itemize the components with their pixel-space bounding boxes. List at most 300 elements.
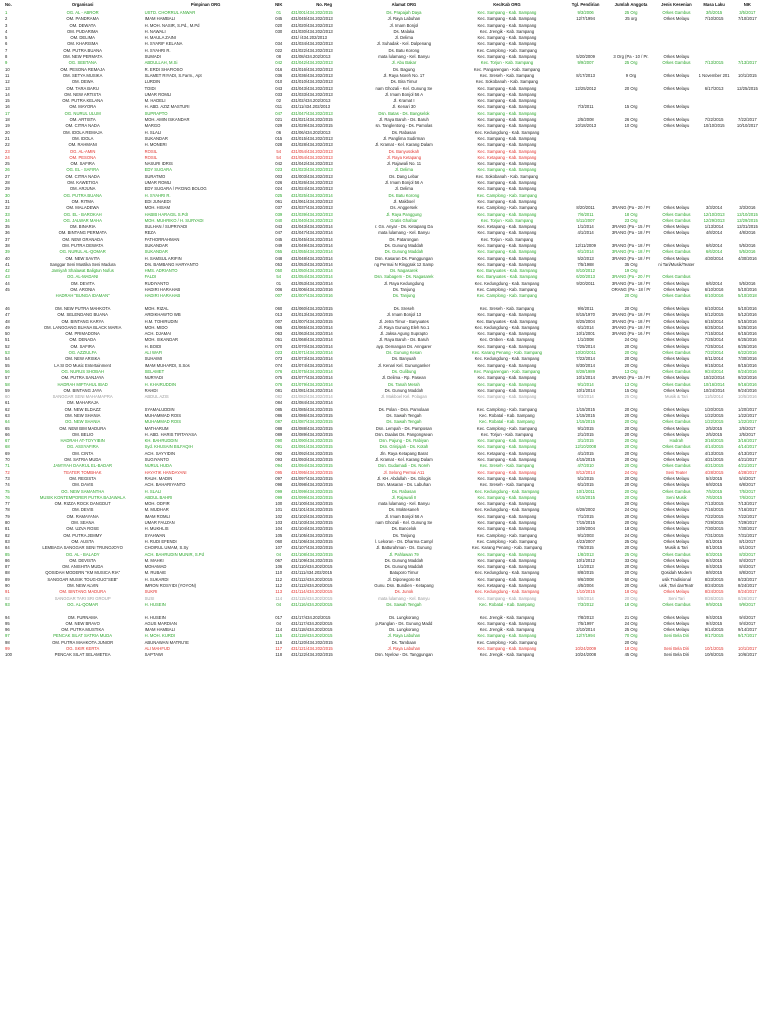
cell-no-reg: 431/097/434.202/2015 bbox=[290, 475, 333, 481]
cell-jenis-kesenian: Orkes Melayu bbox=[663, 337, 690, 343]
cell-pimpinan: M. MAHKI bbox=[144, 557, 164, 563]
cell-jenis-kesenian: Seni Teater bbox=[665, 469, 687, 475]
cell-no: 52 bbox=[5, 343, 10, 349]
cell-alamat: Ds. Dang Lebar bbox=[389, 173, 419, 179]
cell-no: 64 bbox=[5, 419, 10, 425]
cell-alamat: Ds. Tanjung bbox=[392, 293, 415, 299]
cell-jenis-kesenian: Orkes Melayu bbox=[663, 375, 690, 381]
cell-jumlah-anggota: 18 Org bbox=[624, 601, 638, 607]
cell-organisasi: OM. PUDARIMA bbox=[67, 28, 99, 34]
cell-organisasi: OM. DELIMA bbox=[70, 35, 95, 41]
cell-kec-kab: Kec. Sampang - Kab. Sampang bbox=[477, 557, 537, 563]
cell-organisasi: MUSIK KONTEMPORER PUTRA BAJAWALA bbox=[39, 494, 126, 500]
cell-tgl-pendirian: 9/1/2014 bbox=[577, 381, 594, 387]
cell-jenis-kesenian: Seni Bela Diri bbox=[663, 633, 690, 639]
cell-organisasi: OM. DEVIS bbox=[71, 507, 94, 513]
cell-jenis-kesenian: Orkes Melayu bbox=[663, 431, 690, 437]
cell-alamat: ng Permai N Ringgrak 12 Samp bbox=[374, 261, 434, 267]
cell-nik-2: 5/25/2016 bbox=[738, 324, 757, 330]
cell-nik-2: 6/25/2016 bbox=[738, 337, 757, 343]
cell-jenis-kesenian: Orkes Gambus bbox=[662, 10, 691, 15]
cell-pimpinan: M. MUDHAR bbox=[144, 507, 169, 513]
cell-tgl-pendirian: 10/18/2013 bbox=[575, 123, 597, 129]
cell-pimpinan: EDI JUNAEDI bbox=[144, 198, 171, 204]
cell-tgl-pendirian: 4/5/2004 bbox=[577, 583, 594, 589]
cell-nik-2: 10/6/2017 bbox=[738, 652, 757, 658]
cell-organisasi: OG. EL - BAROKAH bbox=[63, 211, 102, 217]
cell-jenis-kesenian: Orkes Melayu bbox=[663, 526, 690, 532]
cell-no: 84 bbox=[5, 545, 10, 551]
cell-nik-2: 5/4/2017 bbox=[739, 475, 756, 481]
cell-pimpinan: H. KHAIRUDDIN bbox=[144, 381, 176, 387]
cell-pimpinan: H. SYARIF KELANA bbox=[144, 41, 183, 47]
cell-no-reg: 431/007/434.202/2016 bbox=[290, 293, 333, 299]
cell-nik-2: 9/9/2017 bbox=[739, 601, 756, 607]
cell-nik: 097 bbox=[275, 475, 283, 481]
cell-no: 82 bbox=[5, 532, 10, 538]
cell-masa-laku: 4/13/2015 bbox=[704, 450, 724, 456]
cell-masa-laku: 6/10/2014 bbox=[704, 305, 724, 311]
cell-nik: 007 bbox=[275, 293, 283, 299]
cell-jumlah-anggota: 3RANG (Pa - 18 / Pr bbox=[611, 318, 651, 324]
cell-nik-2: 8/24/2017 bbox=[738, 583, 757, 589]
cell-nik: 045 bbox=[275, 16, 283, 22]
cell-no-reg: 431/121/434.202/2015 bbox=[290, 645, 333, 651]
cell-organisasi: OM. ARTISTA bbox=[69, 117, 96, 123]
cell-no-reg: 431/053/434.202/2014 bbox=[290, 280, 333, 286]
cell-jumlah-anggota: 3RANG (Pa - 18 / Pr bbox=[611, 255, 651, 261]
cell-no-reg: 431/090/434.202/2015 bbox=[290, 438, 333, 444]
cell-masa-laku: 5/12/2015 bbox=[704, 312, 724, 318]
cell-no: 45 bbox=[5, 287, 10, 293]
cell-no-reg: 431/102/434.202/2015 bbox=[290, 513, 333, 519]
cell-kec-kab: Kec. Camplong - Kab. Sampang bbox=[476, 287, 537, 293]
cell-masa-laku: 7/30/2015 bbox=[704, 526, 724, 532]
cell-nik: 084 bbox=[275, 400, 283, 406]
cell-kec-kab: Kec. Sampang - Kab. Sampang bbox=[477, 312, 537, 318]
cell-kec-kab: Kec. Sampang - Kab. Sampang bbox=[477, 123, 537, 129]
cell-masa-laku: 6/25/2014 bbox=[704, 324, 724, 330]
cell-alamat: Ds. Bira Timur bbox=[390, 79, 418, 85]
cell-kec-kab: Kec. Sampang - Kab. Sampang bbox=[477, 91, 537, 97]
cell-nik: 101 bbox=[275, 507, 283, 513]
cell-organisasi: OM. NEW PUTRA MAHKOTA bbox=[54, 305, 111, 311]
cell-organisasi: OM. REGISTA bbox=[69, 475, 97, 481]
cell-nik-2: 12/10/2015 bbox=[736, 211, 758, 217]
cell-jumlah-anggota: 3RANG (Pa - 18 / Pr bbox=[611, 280, 651, 286]
cell-no: 93 bbox=[5, 601, 10, 607]
cell-organisasi: OM. PUTRA SANJAYA bbox=[61, 375, 104, 381]
cell-jumlah-anggota: 18 Org bbox=[624, 526, 638, 532]
cell-no-reg: 431/082/434.202/2014 bbox=[290, 394, 333, 400]
cell-pimpinan: IMAM HAMBALI bbox=[144, 16, 176, 22]
cell-organisasi: OM. NEW ALVIN bbox=[66, 583, 99, 589]
cell-tgl-pendirian: 4/7/2010 bbox=[577, 463, 594, 469]
cell-organisasi: OM. RITMA bbox=[71, 198, 94, 204]
cell-no-reg: 431/11/434.202/2013 bbox=[290, 104, 331, 110]
cell-masa-laku: 6/10/2016 bbox=[704, 287, 724, 293]
cell-no: 10 bbox=[5, 66, 10, 72]
cell-no-reg: 431/120/434.202/2015 bbox=[290, 639, 333, 645]
cell-pimpinan: H. MOH. NASIR, S.Pd., M.Pd bbox=[144, 22, 200, 28]
cell-jumlah-anggota: 10 Org bbox=[624, 123, 638, 129]
cell-tgl-pendirian: 6/1/2014 bbox=[577, 249, 594, 255]
cell-masa-laku: 9/4/2015 bbox=[705, 614, 723, 620]
cell-pimpinan: MOH. MUHRIKO / H. SURYADI bbox=[144, 217, 204, 223]
cell-no: 22 bbox=[5, 142, 10, 148]
cell-nik: 043 bbox=[275, 224, 283, 230]
cell-jumlah-anggota: 3RANG (Pa - 20 / Pr bbox=[611, 205, 651, 211]
cell-kec-kab: Kec. Sampang - Kab. Sampang bbox=[477, 35, 537, 41]
cell-jenis-kesenian: Orkes Melayu bbox=[663, 387, 690, 393]
cell-no-reg: 431/075/434.202/2014 bbox=[290, 368, 333, 374]
cell-nik: 087 bbox=[275, 419, 283, 425]
cell-no-reg: 431/021/434.202/2015 bbox=[290, 117, 333, 123]
cell-masa-laku: 3/16/2015 bbox=[704, 438, 724, 444]
cell-no: 65 bbox=[5, 425, 10, 431]
cell-no: 83 bbox=[5, 538, 10, 544]
cell-organisasi: OM. DENADA bbox=[69, 337, 96, 343]
cell-kec-kab: Kec. Sampang - Kab. Sampang bbox=[477, 85, 537, 91]
cell-kec-kab: Kec. Jrengik - Kab. Sampang bbox=[479, 627, 535, 633]
cell-pimpinan: SUKANDAR bbox=[144, 242, 168, 248]
cell-alamat: Jl. Delima bbox=[394, 167, 414, 173]
cell-no: 26 bbox=[5, 167, 10, 173]
cell-jumlah-anggota: 15 Org bbox=[624, 387, 638, 393]
cell-kec-kab: Kec. Sreseh - Kab. Sampang bbox=[479, 482, 535, 488]
cell-kec-kab: Kec. Torjun - Kab. Sampang bbox=[480, 60, 534, 66]
cell-pimpinan: H. SYAHRI R. bbox=[144, 192, 171, 198]
header-nik: NIK bbox=[275, 1, 283, 7]
cell-no: 8 bbox=[5, 54, 8, 60]
cell-jenis-kesenian: Hadrah bbox=[669, 438, 684, 444]
cell-alamat: Jl. Selong Permai A11 bbox=[383, 469, 425, 475]
cell-nik-2: 5/10/2018 bbox=[738, 293, 757, 299]
cell-no: 88 bbox=[5, 570, 10, 576]
cell-alamat: Ds. Gunung Maddah bbox=[384, 564, 424, 570]
cell-pimpinan: ABDUL BAHRI bbox=[144, 494, 173, 500]
cell-jumlah-anggota: 18 Org bbox=[624, 211, 638, 217]
cell-pimpinan: ACH. BAHRUDIN MUNIR, S.Pd bbox=[144, 551, 204, 557]
cell-jumlah-anggota: 24 Org bbox=[624, 469, 638, 475]
cell-alamat: l. Lekoran - Ds. Dharma Campl bbox=[375, 538, 433, 544]
cell-jumlah-anggota: 20 Org bbox=[624, 362, 638, 368]
cell-no-reg: 431/054/434.202/2013 bbox=[290, 154, 333, 160]
cell-tgl-pendirian: 1/15/2015 bbox=[576, 413, 595, 418]
cell-alamat: Jl. Imam Bonjol 13 bbox=[386, 312, 422, 318]
cell-masa-laku: 7/13/2015 bbox=[704, 501, 724, 507]
cell-nik: 112 bbox=[275, 583, 283, 589]
cell-nik: 025 bbox=[275, 192, 283, 198]
cell-kec-kab: Kec. Kedungdung - Kab. Sampang bbox=[474, 507, 540, 513]
cell-masa-laku: 1/20/2015 bbox=[704, 406, 724, 412]
cell-no: 75 bbox=[5, 488, 10, 494]
cell-nik-2: 7/5/2017 bbox=[739, 488, 756, 494]
cell-tgl-pendirian: 6/1/2014 bbox=[577, 324, 594, 330]
cell-nik-2: 10/1/2017 bbox=[738, 645, 757, 651]
cell-nik-2: 7/31/2017 bbox=[738, 532, 757, 538]
cell-alamat: mata lulamang - Kel. Banyu bbox=[378, 501, 430, 507]
cell-kec-kab: Kec. Kedungdung - Kab. Sampang bbox=[474, 324, 540, 330]
cell-alamat: Dsn. Lempah - Ds. Pamposan bbox=[375, 425, 432, 431]
cell-kec-kab: Kec. Sampang - Kab. Sampang bbox=[477, 117, 537, 123]
cell-no-reg: 431/028/434.202/2013 bbox=[290, 142, 333, 148]
cell-kec-kab: Kec. Sampang - Kab. Sampang bbox=[477, 186, 537, 192]
cell-jumlah-anggota: 20 Org bbox=[624, 570, 638, 576]
cell-pimpinan: IMAM MUHARDI, S.Sos bbox=[144, 362, 190, 368]
cell-nik: 02 bbox=[276, 98, 282, 104]
cell-pimpinan: H. MAULA ZAINI bbox=[144, 35, 176, 41]
cell-kec-kab: Kec. Jrengik - Kab. Sampang bbox=[479, 652, 535, 658]
cell-alamat: Ds. Gunung Kesan bbox=[386, 350, 422, 356]
cell-no-reg: 431/013/434.202/2015 bbox=[290, 312, 333, 318]
cell-kec-kab: Kec. Camplong - Kab. Sampang bbox=[476, 192, 537, 198]
cell-no-reg: 431/114/434.202/2015 bbox=[290, 589, 333, 595]
cell-no-reg: 431/047/434.202/2014 bbox=[290, 230, 333, 236]
cell-jenis-kesenian: Orkes Melayu bbox=[663, 557, 690, 563]
cell-tgl-pendirian: 8/28/1989 bbox=[576, 368, 595, 374]
cell-alamat: Ds. Rabasan bbox=[391, 488, 417, 494]
cell-no: 80 bbox=[5, 520, 10, 526]
cell-masa-laku: 6/6/2014 bbox=[705, 249, 723, 255]
cell-nik: 063 bbox=[275, 331, 283, 337]
cell-pimpinan: H. ABD. HARIS TIRTAYASA bbox=[144, 431, 197, 437]
cell-masa-laku: 10/16/2014 bbox=[703, 381, 725, 387]
cell-nik: 073 bbox=[275, 356, 283, 362]
cell-jenis-kesenian: Orkes Melayu bbox=[663, 16, 690, 22]
cell-kec-kab: Kec. Sampang - Kab. Sampang bbox=[477, 343, 537, 349]
cell-kec-kab: Kec. Camplong - Kab. Sampang bbox=[476, 293, 537, 299]
cell-kec-kab: Kec. Sokobanah - Kab. Sampang bbox=[475, 79, 539, 85]
cell-tgl-pendirian: 10/24/2009 bbox=[575, 645, 597, 651]
cell-nik: 070 bbox=[275, 343, 283, 349]
cell-pimpinan: SUKANDAR bbox=[144, 249, 168, 255]
cell-kec-kab: Kec. Ketapang - Kab. Sampang bbox=[477, 450, 537, 456]
cell-organisasi: OM. MALADEWA bbox=[66, 205, 100, 211]
cell-jumlah-anggota: 3RANG (Pa - 15 / Pr bbox=[611, 375, 651, 381]
cell-no-reg: 431/081/434.202/2014 bbox=[290, 387, 333, 393]
cell-alamat: Ds. Sawah Tengah bbox=[386, 601, 422, 607]
cell-jenis-kesenian: Orkes Melayu bbox=[663, 627, 690, 633]
cell-kec-kab: Kec. Banyuates - Kab. Sampang bbox=[476, 318, 538, 324]
cell-pimpinan: ABDULLAH, M.Si bbox=[144, 60, 178, 66]
cell-jenis-kesenian: Orkes Melayu bbox=[663, 362, 690, 368]
cell-organisasi: OM. DEWA bbox=[71, 79, 94, 85]
cell-no-reg: 431/016/434.202/2013 bbox=[290, 66, 333, 72]
cell-pimpinan: H. HUSEIN bbox=[144, 601, 166, 607]
cell-kec-kab: Kec. Banyuates - Kab. Sampang bbox=[476, 274, 538, 280]
cell-pimpinan: SUKANDAR bbox=[144, 135, 168, 141]
cell-no-reg: 431/099/434.202/2015 bbox=[290, 494, 333, 500]
cell-no: 17 bbox=[5, 110, 10, 116]
cell-nik-2: 8/4/2017 bbox=[739, 557, 756, 563]
cell-masa-laku: 7/22/2015 bbox=[704, 513, 724, 519]
cell-tgl-pendirian: 10/1/2001 bbox=[576, 331, 595, 337]
cell-pimpinan: HABIB HARAGIL S.PdI bbox=[144, 211, 188, 217]
cell-jumlah-anggota: 20 Org bbox=[624, 356, 638, 362]
cell-jenis-kesenian: Orkes Melayu bbox=[663, 507, 690, 513]
cell-nik: 54 bbox=[276, 274, 282, 280]
cell-alamat: Jl. Pahlawan 79 bbox=[389, 551, 419, 557]
cell-nik: 04 bbox=[276, 601, 282, 607]
cell-jumlah-anggota: 20 Org bbox=[624, 425, 638, 431]
cell-organisasi: OG. AL - BALADY bbox=[65, 551, 100, 557]
cell-nik: 029 bbox=[275, 123, 283, 129]
table-row bbox=[4, 652, 764, 658]
cell-no-reg: 431/050/434.202/2014 bbox=[290, 268, 333, 274]
cell-tgl-pendirian: 8/25/2004 bbox=[576, 318, 595, 324]
cell-pimpinan: NURUL HUDA bbox=[144, 463, 172, 469]
cell-no: 13 bbox=[5, 85, 10, 91]
cell-tgl-pendirian: 7/6/2015 bbox=[577, 545, 594, 551]
cell-nik: 065 bbox=[275, 324, 283, 330]
cell-jumlah-anggota: 18 Org bbox=[624, 645, 638, 651]
cell-no-reg: 431/065/434.202/2014 bbox=[290, 324, 333, 330]
cell-no-reg: 431/024/434.202/2013 bbox=[290, 186, 333, 192]
cell-no: 97 bbox=[5, 633, 10, 639]
cell-nik-2: 10/10/2017 bbox=[736, 123, 758, 129]
cell-alamat: Ds. Moktesaneh bbox=[388, 507, 420, 513]
cell-alamat: Ds. Anggersek bbox=[390, 205, 418, 211]
cell-alamat: Ds. Polan - Dsn. Pamolaan bbox=[378, 406, 430, 412]
cell-no: 63 bbox=[5, 413, 10, 418]
cell-tgl-pendirian: 4/23/2007 bbox=[576, 538, 595, 544]
cell-pimpinan: SUPRAPTO bbox=[144, 110, 168, 116]
cell-tgl-pendirian: 1/10/2015 bbox=[576, 589, 595, 595]
cell-alamat: Jl. Imam Bonjol 56 A bbox=[384, 513, 423, 519]
cell-pimpinan: SYAHWAN bbox=[144, 532, 166, 538]
cell-organisasi: OM. BINARIA bbox=[69, 224, 96, 230]
cell-nik-2: 7/16/2017 bbox=[738, 507, 757, 513]
cell-pimpinan: FATHORRAHMAN bbox=[144, 236, 180, 242]
cell-jenis-kesenian: Orkes Melayu bbox=[663, 620, 690, 626]
cell-kec-kab: Kec. Sampang - Kab. Sampang bbox=[477, 564, 537, 570]
cell-alamat: Gunu. Dsn. Bundien - Ketapang bbox=[374, 583, 434, 589]
cell-masa-laku: 7/25/2014 bbox=[704, 337, 724, 343]
cell-kec-kab: Kec. Sreseh - Kab. Sampang bbox=[479, 305, 535, 311]
cell-kec-kab: Kec. Jrengik - Kab. Sampang bbox=[479, 614, 535, 620]
cell-jumlah-anggota: 20 Org bbox=[624, 444, 638, 450]
cell-pimpinan: MUHAMMAD ROIS bbox=[144, 419, 182, 425]
cell-nik: 075 bbox=[275, 375, 283, 381]
cell-nik-2: 9/22/2016 bbox=[738, 375, 757, 381]
cell-masa-laku: 4/8/2014 bbox=[705, 230, 723, 236]
cell-nik: 106 bbox=[275, 564, 283, 570]
cell-no: 68 bbox=[5, 444, 10, 450]
cell-alamat: Dsn. Daalas Ds. Pangongsean bbox=[375, 431, 433, 437]
cell-alamat: Dsn. Batas - Ds. Bangselok bbox=[378, 110, 430, 116]
cell-organisasi: OM. DEWATA bbox=[69, 22, 96, 28]
cell-kec-kab: Kec. Sampang - Kab. Sampang bbox=[477, 180, 537, 186]
cell-organisasi: OM. IDOLA bbox=[71, 135, 94, 141]
cell-kec-kab: Kec. Sampang - Kab. Sampang bbox=[477, 576, 537, 582]
cell-organisasi: OM. NEW ARISKA bbox=[65, 356, 101, 362]
cell-jenis-kesenian: Musik & Tari bbox=[665, 394, 688, 400]
cell-kec-kab: Kec. Torjun - Kab. Sampang bbox=[480, 431, 534, 437]
cell-nik: 060 bbox=[275, 538, 283, 544]
cell-nik-2: 4/14/2017 bbox=[738, 444, 757, 450]
cell-no: 81 bbox=[5, 526, 10, 532]
cell-jumlah-anggota: 20 Org bbox=[624, 520, 638, 526]
cell-kec-kab: Kec. Camplong - Kab. Sampang bbox=[476, 205, 537, 211]
cell-nik-2: 4/8/2016 bbox=[739, 230, 756, 236]
cell-tgl-pendirian: 3/1/2015 bbox=[577, 438, 594, 444]
cell-jumlah-anggota: 24 Org bbox=[624, 507, 638, 513]
cell-kec-kab: Kec. Sampang - Kab. Sampang bbox=[477, 526, 537, 532]
cell-kec-kab: Kec. Sampang - Kab. Sampang bbox=[477, 645, 537, 651]
cell-masa-laku: 1/22/2015 bbox=[704, 419, 724, 425]
cell-tgl-pendirian: 12/7/1994 bbox=[576, 16, 595, 22]
cell-alamat: Jl. Kramat I bbox=[393, 98, 415, 104]
cell-kec-kab: Kec. Sampang - Kab. Sampang bbox=[477, 255, 537, 261]
cell-jumlah-anggota: 3RANG (Pa - 18 / Pr bbox=[611, 242, 651, 248]
cell-nik-2: 2/5/2017 bbox=[739, 431, 756, 437]
cell-kec-kab: Kec. Sampang - Kab. Sampang bbox=[477, 98, 537, 104]
cell-organisasi: OM. PUTRA BUANA bbox=[63, 47, 102, 53]
cell-jenis-kesenian: Musik & Tari bbox=[665, 545, 688, 551]
cell-masa-laku: 6/17/2013 bbox=[704, 85, 724, 91]
cell-tgl-pendirian: 1/15/2015 bbox=[576, 406, 595, 412]
cell-nik: 088 bbox=[275, 425, 283, 431]
cell-jenis-kesenian: Orkes Gambus bbox=[662, 444, 691, 450]
cell-alamat: Jln. Raya Ketapang Barat bbox=[380, 450, 428, 456]
cell-no-reg: 431/106/434.202/2015 bbox=[290, 538, 333, 544]
cell-masa-laku: 7/25/2014 bbox=[704, 343, 724, 349]
cell-nik-2: 9/4/2017 bbox=[739, 620, 756, 626]
cell-tgl-pendirian: 5/8/2014 bbox=[577, 595, 594, 601]
cell-kec-kab: Kec. Sampang - Kab. Sampang bbox=[477, 595, 537, 601]
cell-pimpinan: R. ERDI SHAFIOSO bbox=[144, 66, 183, 72]
cell-no: 27 bbox=[5, 173, 10, 179]
cell-organisasi: OM. MAYORA bbox=[69, 104, 97, 110]
cell-jumlah-anggota: 70 Org bbox=[624, 633, 638, 639]
cell-alamat: Jl. Jetra Timur - Banyuates bbox=[379, 318, 429, 324]
cell-organisasi: HADRAH "BUNGA IDAMAN" bbox=[55, 293, 110, 299]
cell-organisasi: PENCAK SILAT SELAMETEA bbox=[54, 652, 111, 658]
cell-organisasi: OM. PUTRA JEMMY bbox=[63, 532, 103, 538]
cell-jenis-kesenian: Orkes Gambus bbox=[662, 249, 691, 255]
cell-masa-laku: 8/1/2015 bbox=[705, 545, 723, 551]
cell-kec-kab: Kec. Sreseh - Kab. Sampang bbox=[479, 463, 535, 469]
cell-pimpinan: AGUS MARDIAN bbox=[144, 620, 177, 626]
cell-no-reg: 431/107/434.202/2015 bbox=[290, 545, 333, 551]
cell-organisasi: OG. SEBTANA bbox=[68, 60, 97, 66]
cell-no: 49 bbox=[5, 324, 10, 330]
cell-nik: 112 bbox=[275, 576, 283, 582]
cell-kec-kab: Kec. Sampang - Kab. Sampang bbox=[477, 104, 537, 110]
cell-tgl-pendirian: 8/30/2014 bbox=[576, 362, 595, 368]
cell-nik: 08 bbox=[276, 54, 282, 60]
cell-organisasi: OG. NEW SAMANTHA bbox=[61, 488, 105, 494]
cell-no: 28 bbox=[5, 180, 10, 186]
cell-masa-laku: 3/5/2015 bbox=[705, 10, 723, 15]
cell-tgl-pendirian: 9/1/2015 bbox=[577, 425, 594, 431]
cell-tgl-pendirian: 4/15/2015 bbox=[576, 457, 595, 463]
cell-no-reg: 431/08/434.202/2013 bbox=[290, 54, 331, 60]
cell-tgl-pendirian: 10/20/2011 bbox=[575, 350, 596, 356]
cell-no: 50 bbox=[5, 331, 10, 337]
cell-organisasi: OM. RAMAYANA bbox=[66, 513, 99, 519]
cell-jumlah-anggota: 25 Org bbox=[624, 627, 638, 633]
cell-masa-laku: 8/4/2015 bbox=[705, 564, 723, 570]
cell-jumlah-anggota: 20 Org bbox=[624, 639, 638, 645]
cell-masa-laku: 1 November 201 bbox=[698, 72, 730, 78]
cell-nik: 114 bbox=[275, 627, 283, 633]
cell-alamat: Dsn. Gudamadi - Ds. Noreh bbox=[378, 463, 430, 469]
cell-nik: 100 bbox=[275, 501, 283, 507]
cell-alamat: Batuporo Timur bbox=[389, 570, 419, 576]
cell-no: 71 bbox=[5, 463, 10, 469]
